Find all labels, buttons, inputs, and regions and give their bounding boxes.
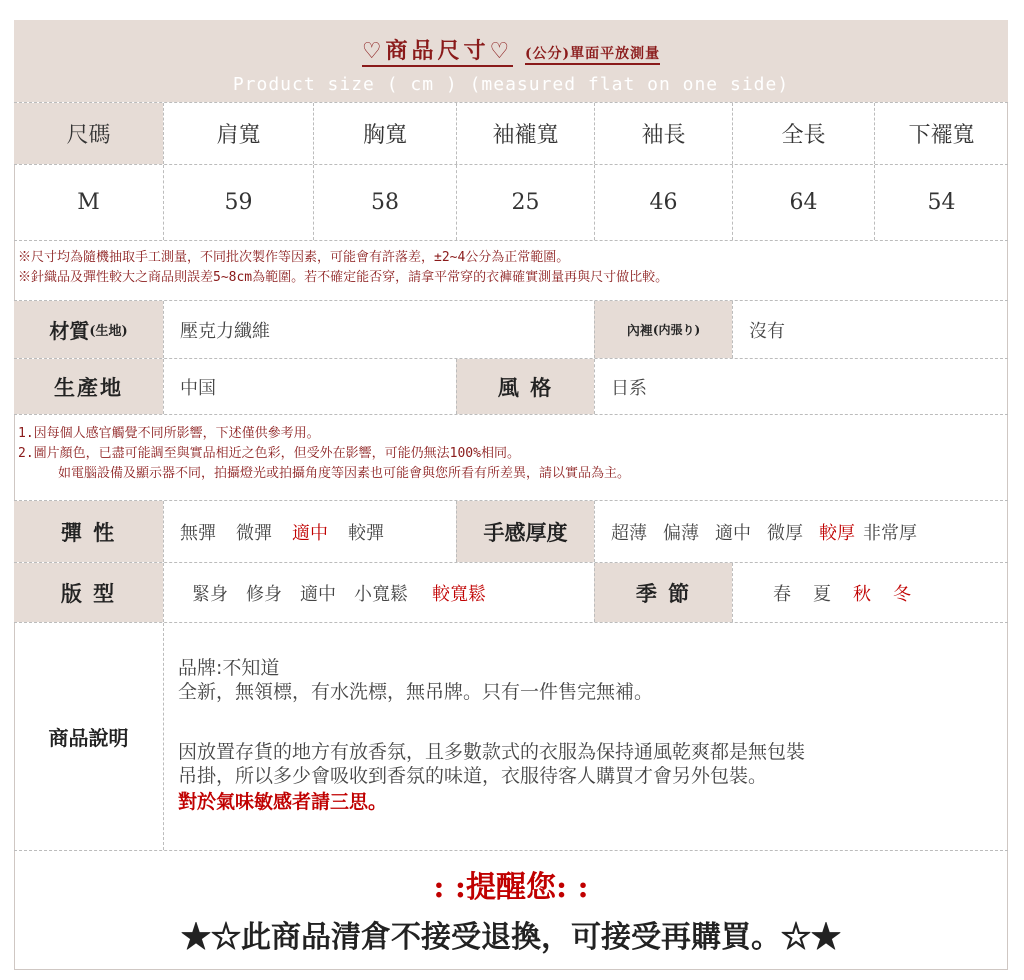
size-header-cell: 肩寬 bbox=[163, 103, 313, 164]
elasticity-option: 無彈 bbox=[180, 522, 216, 544]
fit-option: 適中 bbox=[300, 583, 336, 605]
thickness-option: 適中 bbox=[715, 522, 751, 544]
size-header-cell: 全長 bbox=[732, 103, 874, 164]
size-cell: 59 bbox=[163, 165, 313, 240]
fit-option-selected: 較寬鬆 bbox=[432, 583, 486, 605]
size-table-row bbox=[14, 164, 1008, 240]
season-options bbox=[732, 563, 1008, 622]
lining-value: 沒有 bbox=[732, 301, 1008, 358]
size-cell: 25 bbox=[456, 165, 594, 240]
size-cell: M bbox=[77, 190, 100, 215]
material-label-small: (生地) bbox=[89, 324, 128, 339]
size-title-sub: (公分)單面平放測量 bbox=[525, 46, 660, 65]
elasticity-option: 微彈 bbox=[236, 522, 272, 544]
lining-label-small: (内張り) bbox=[652, 323, 701, 337]
color-note: 1.因每個人感官觸覺不同所影響，下述僅供參考用。 bbox=[18, 426, 320, 441]
thickness-option: 偏薄 bbox=[663, 522, 699, 544]
material-row bbox=[14, 300, 1008, 358]
season-option: 夏 bbox=[813, 583, 831, 605]
thickness-options bbox=[594, 501, 1008, 562]
size-note: ※針織品及彈性較大之商品則誤差5~8cm為範圍。若不確定能否穿，請拿平常穿的衣褲確實測量再與尺寸做比較。 bbox=[18, 270, 669, 285]
description-line: 全新，無領標，有水洗標，無吊牌。只有一件售完無補。 bbox=[178, 681, 654, 703]
season-option-selected: 冬 bbox=[893, 583, 911, 605]
reminder-text: ★☆此商品清倉不接受退換，可接受再購買。☆★ bbox=[181, 920, 841, 955]
size-header-cell: 袖長 bbox=[594, 103, 732, 164]
lining-label-main: 內裡 bbox=[626, 324, 653, 339]
elasticity-option-selected: 適中 bbox=[292, 522, 328, 544]
size-header-cell: 尺碼 bbox=[14, 103, 163, 164]
elasticity-row bbox=[14, 500, 1008, 562]
size-cell: 64 bbox=[732, 165, 874, 240]
size-header bbox=[14, 20, 1008, 102]
size-cell: 46 bbox=[594, 165, 732, 240]
size-title-english: Product size ( cm ) (measured flat on one side) bbox=[232, 74, 790, 95]
fit-option: 小寬鬆 bbox=[354, 583, 408, 605]
fit-option: 緊身 bbox=[192, 583, 228, 605]
thickness-option: 非常厚 bbox=[863, 522, 917, 544]
fit-label: 版 型 bbox=[14, 563, 163, 622]
season-option: 春 bbox=[773, 583, 791, 605]
fit-option: 修身 bbox=[246, 583, 282, 605]
style-label: 風 格 bbox=[456, 359, 594, 414]
thickness-option: 超薄 bbox=[611, 522, 647, 544]
material-label bbox=[14, 301, 163, 358]
reminder-title: : :提醒您: : bbox=[433, 870, 589, 905]
size-note: ※尺寸均為隨機抽取手工測量，不同批次製作等因素，可能會有許落差，±2~4公分為正常範圍。 bbox=[18, 250, 570, 265]
size-title-main: ♡商品尺寸♡ bbox=[362, 38, 513, 67]
season-label: 季 節 bbox=[594, 563, 732, 622]
elasticity-option: 較彈 bbox=[348, 522, 384, 544]
description-line: 品牌:不知道 bbox=[178, 657, 280, 679]
description-label: 商品說明 bbox=[48, 726, 129, 750]
description-body bbox=[163, 623, 1008, 850]
origin-value: 中国 bbox=[163, 359, 456, 414]
description-line: 因放置存貨的地方有放香氛，且多數款式的衣服為保持通風乾爽都是無包裝 bbox=[178, 741, 806, 763]
size-header-cell: 袖襱寬 bbox=[456, 103, 594, 164]
origin-row bbox=[14, 358, 1008, 414]
material-value: 壓克力纖維 bbox=[163, 301, 594, 358]
description-line: 吊掛，所以多少會吸收到香氛的味道，衣服待客人購買才會另外包裝。 bbox=[178, 765, 768, 787]
lining-label bbox=[594, 301, 732, 358]
color-note: 2.圖片顏色，已盡可能調至與實品相近之色彩，但受外在影響，可能仍無法100%相同。 bbox=[18, 446, 520, 461]
fit-options bbox=[163, 563, 594, 622]
material-label-main: 材質 bbox=[49, 319, 90, 343]
thickness-label: 手感厚度 bbox=[456, 501, 594, 562]
size-header-cell: 下襬寬 bbox=[874, 103, 1008, 164]
description-row bbox=[14, 622, 1008, 850]
color-note: 如電腦設備及顯示器不同，拍攝燈光或拍攝角度等因素也可能會與您所看有所差異，請以實品為主。 bbox=[58, 466, 631, 481]
fit-row bbox=[14, 562, 1008, 622]
elasticity-options bbox=[163, 501, 456, 562]
elasticity-label: 彈 性 bbox=[14, 501, 163, 562]
season-option-selected: 秋 bbox=[853, 583, 871, 605]
size-title bbox=[14, 34, 1008, 65]
thickness-option-selected: 較厚 bbox=[819, 522, 855, 544]
origin-label: 生產地 bbox=[14, 359, 163, 414]
size-header-cell: 胸寬 bbox=[313, 103, 456, 164]
size-cell: 54 bbox=[874, 165, 1008, 240]
description-warning: 對於氣味敏感者請三思。 bbox=[178, 791, 388, 813]
thickness-option: 微厚 bbox=[767, 522, 803, 544]
style-value: 日系 bbox=[594, 359, 1008, 414]
size-table-header-row bbox=[14, 102, 1008, 164]
size-cell: 58 bbox=[313, 165, 456, 240]
